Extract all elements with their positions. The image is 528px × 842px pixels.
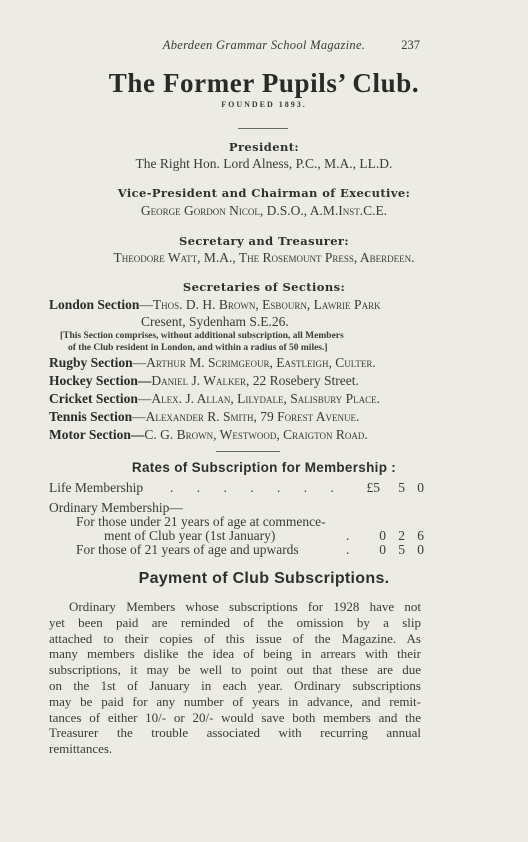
sections-heading: Secretaries of Sections:	[182, 280, 346, 294]
over21-pence: 0	[417, 542, 424, 557]
paragraph-line: yet been paid are reminded of the omission by a slip	[49, 614, 421, 630]
section-name: Rugby Section	[49, 355, 133, 370]
london-note: [This Section comprises, without additional subscription, all Members of the Club resident in London, and within a radius of 50 miles.]	[60, 331, 344, 353]
president-heading: President:	[228, 140, 300, 154]
tennis-section: Tennis Section—Alexander R. Smith, 79 Forest Avenue.	[49, 409, 360, 424]
cricket-section: Cricket Section—Alex. J. Allan, Lilydale, Salisbury Place.	[49, 391, 380, 406]
life-shillings: 5	[398, 480, 405, 495]
rates-heading: Rates of Subscription for Membership :	[131, 460, 397, 475]
page-title: The Former Pupils’ Club.	[108, 68, 420, 98]
leader-dot: .	[346, 528, 350, 543]
over21-pounds: 0	[379, 542, 386, 557]
payment-paragraph	[49, 599, 421, 757]
paragraph-line: tances of either 10/- or 20/- would save both members and the	[49, 709, 421, 725]
under21-pounds: 0	[379, 528, 386, 543]
secretary-heading: Secretary and Treasurer:	[178, 234, 350, 248]
paragraph-line: on the 1st of January in each year. Ordinary subscriptions	[49, 677, 421, 693]
rugby-section: Rugby Section—Arthur M. Scrimgeour, Eastleigh, Culter.	[49, 355, 376, 370]
paragraph-line: many members dislike the idea of being in arrears with their	[49, 646, 421, 662]
section-contact: C. G. Brown, Westwood, Craigton Road.	[144, 427, 368, 442]
page-number: 237	[401, 38, 420, 52]
vice-president-text: George Gordon Nicol, D.S.O., A.M.Inst.C.E.	[140, 203, 388, 218]
life-pence: 0	[417, 480, 424, 495]
motor-section	[49, 426, 429, 443]
paragraph-line: attached to their copies of this issue of the Magazine. As	[49, 630, 421, 646]
ordinary-membership-label: Ordinary Membership—	[49, 500, 183, 515]
section-contact-cont: Cresent, Sydenham S.E.26.	[141, 314, 289, 329]
divider	[238, 128, 288, 129]
section-name: Motor Section—	[49, 427, 145, 442]
section-contact: Alex. J. Allan, Lilydale, Salisbury Place.	[151, 391, 380, 406]
life-membership-label: Life Membership	[49, 480, 144, 495]
running-header	[0, 38, 528, 54]
hockey-section: Hockey Section—Daniel J. Walker, 22 Rosebery Street.	[49, 373, 359, 388]
divider	[216, 451, 280, 452]
section-name: Cricket Section	[49, 391, 138, 406]
over21-line: For those of 21 years of age and upwards	[76, 542, 299, 557]
under21-line1: For those under 21 years of age at commence-	[76, 514, 326, 529]
under21-pence: 6	[417, 528, 424, 543]
paragraph-line: subscriptions, it may be well to point out that these are due	[49, 662, 421, 678]
section-contact: Arthur M. Scrimgeour, Eastleigh, Culter.	[146, 355, 376, 370]
vice-president-heading: Vice-President and Chairman of Executive:	[117, 186, 411, 200]
paragraph-line: may be paid for any number of years in advance, and remit-	[49, 693, 421, 709]
leader-dots: . . . . . . .	[170, 480, 344, 495]
life-pounds: £5	[366, 480, 380, 495]
section-name: Hockey Section—	[49, 373, 152, 388]
section-contact: Thos. D. H. Brown, Esbourn, Lawrie Park	[152, 297, 381, 312]
payment-heading: Payment of Club Subscriptions.	[138, 570, 390, 587]
leader-dot: .	[346, 542, 350, 557]
under21-shillings: 2	[398, 528, 405, 543]
section-name: Tennis Section	[49, 409, 133, 424]
founded-line: FOUNDED 1893.	[221, 100, 307, 109]
section-name: London Section	[49, 297, 140, 312]
running-title: Aberdeen Grammar School Magazine.	[162, 38, 366, 52]
paragraph-line: Treasurer the trouble associated with recurring annual	[49, 725, 421, 741]
london-section: London Section—Thos. D. H. Brown, Esbourn, Lawrie Park Cresent, Sydenham S.E.26.	[49, 296, 429, 330]
section-contact: 22 Rosebery Street.	[249, 373, 359, 388]
section-contact: Alexander R. Smith, 79 Forest Avenue.	[145, 409, 360, 424]
paragraph-line: Ordinary Members whose subscriptions for 1928 have not	[69, 599, 421, 614]
secretary-text: Theodore Watt, M.A., The Rosemount Press, Aberdeen.	[113, 250, 415, 265]
under21-line2: ment of Club year (1st January)	[104, 528, 276, 543]
president-text: The Right Hon. Lord Alness, P.C., M.A., LL.D.	[135, 156, 393, 171]
over21-shillings: 5	[398, 542, 405, 557]
paragraph-line: remittances.	[49, 741, 113, 757]
